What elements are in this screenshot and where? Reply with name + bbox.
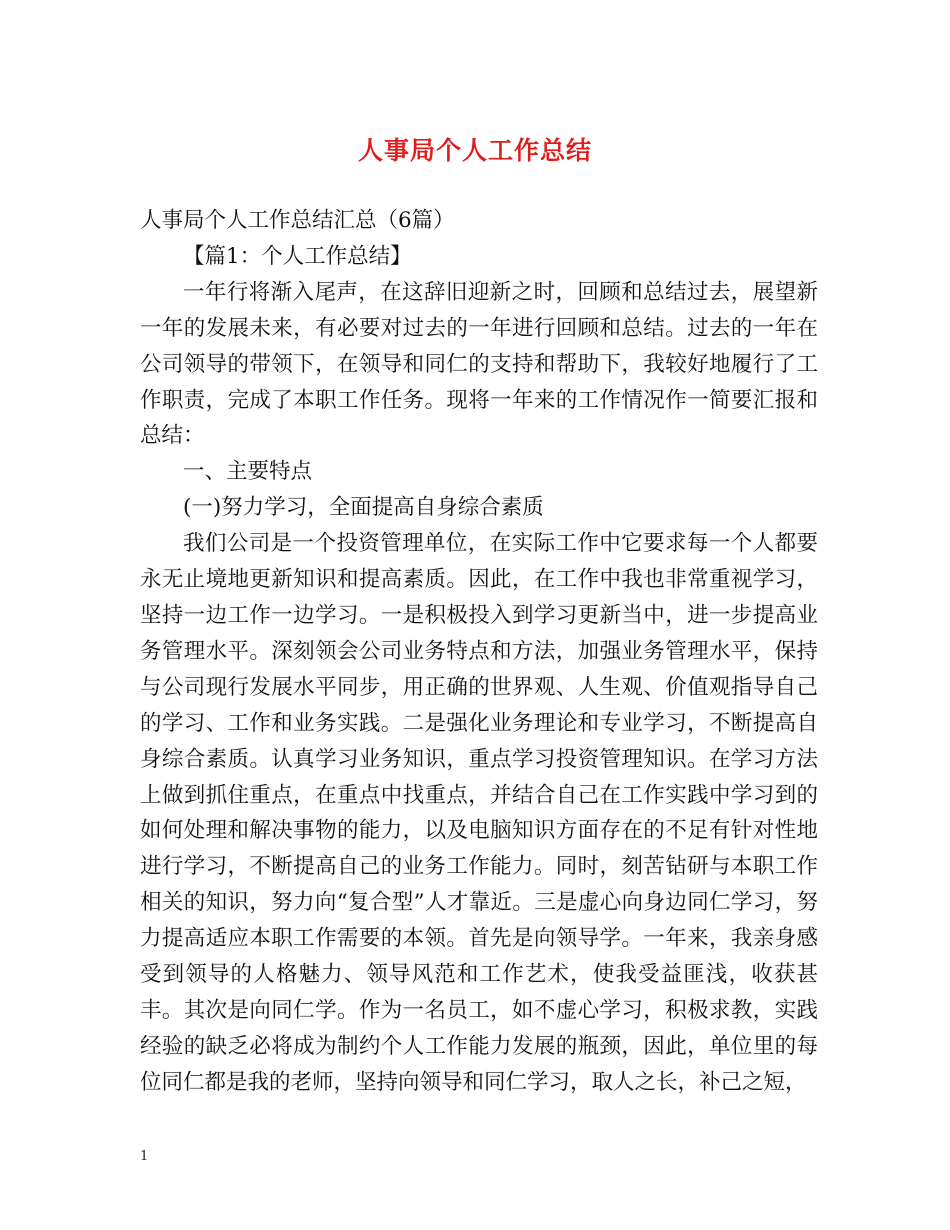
page-number: 1 bbox=[140, 1149, 149, 1164]
document-body bbox=[140, 203, 818, 1101]
body-paragraph: 我们公司是一个投资管理单位，在实际工作中它要求每一个人都要永无止境地更新知识和提高素质。因此，在工作中我也非常重视学习，坚持一边工作一边学习。一是积极投入到学习更新当中，进一步提高业务管理水平。深刻领会公司业务特点和方法，加强业务管理水平，保持与公司现行发展水平同步，用正确的世界观、人生观、价值观指导自己的学习、工作和业务实践。二是强化业务理论和专业学习，不断提高自身综合素质。认真学习业务知识，重点学习投资管理知识。在学习方法上做到抓住重点，在重点中找重点，并结合自己在工作实践中学习到的如何处理和解决事物的能力，以及电脑知识方面存在的不足有针对性地进行学习，不断提高自己的业务工作能力。同时，刻苦钻研与本职工作相关的知识，努力向“复合型”人才靠近。三是虚心向身边同仁学习，努力提高适应本职工作需要的本领。首先是向领导学。一年来，我亲身感受到领导的人格魅力、领导风范和工作艺术，使我受益匪浅，收获甚丰。其次是向同仁学。作为一名员工，如不虚心学习，积极求教，实践经验的缺乏必将成为制约个人工作能力发展的瓶颈，因此，单位里的每位同仁都是我的老师，坚持向领导和同仁学习，取人之长，补己之短， bbox=[140, 531, 818, 1095]
body-paragraph: 一年行将渐入尾声，在这辞旧迎新之时，回顾和总结过去，展望新一年的发展未来，有必要对过去的一年进行回顾和总结。过去的一年在公司领导的带领下，在领导和同仁的支持和帮助下，我较好地履行了工作职责，完成了本职工作任务。现将一年来的工作情况作一简要汇报和总结： bbox=[140, 279, 818, 449]
section-heading: 【篇1：个人工作总结】 bbox=[183, 243, 412, 269]
heading-main-features: 一、主要特点 bbox=[183, 459, 313, 485]
subtitle-line: 人事局个人工作总结汇总（6篇） bbox=[140, 208, 455, 233]
subheading-study: (一)努力学习，全面提高自身综合素质 bbox=[183, 495, 544, 521]
document-title: 人事局个人工作总结 bbox=[357, 136, 592, 165]
